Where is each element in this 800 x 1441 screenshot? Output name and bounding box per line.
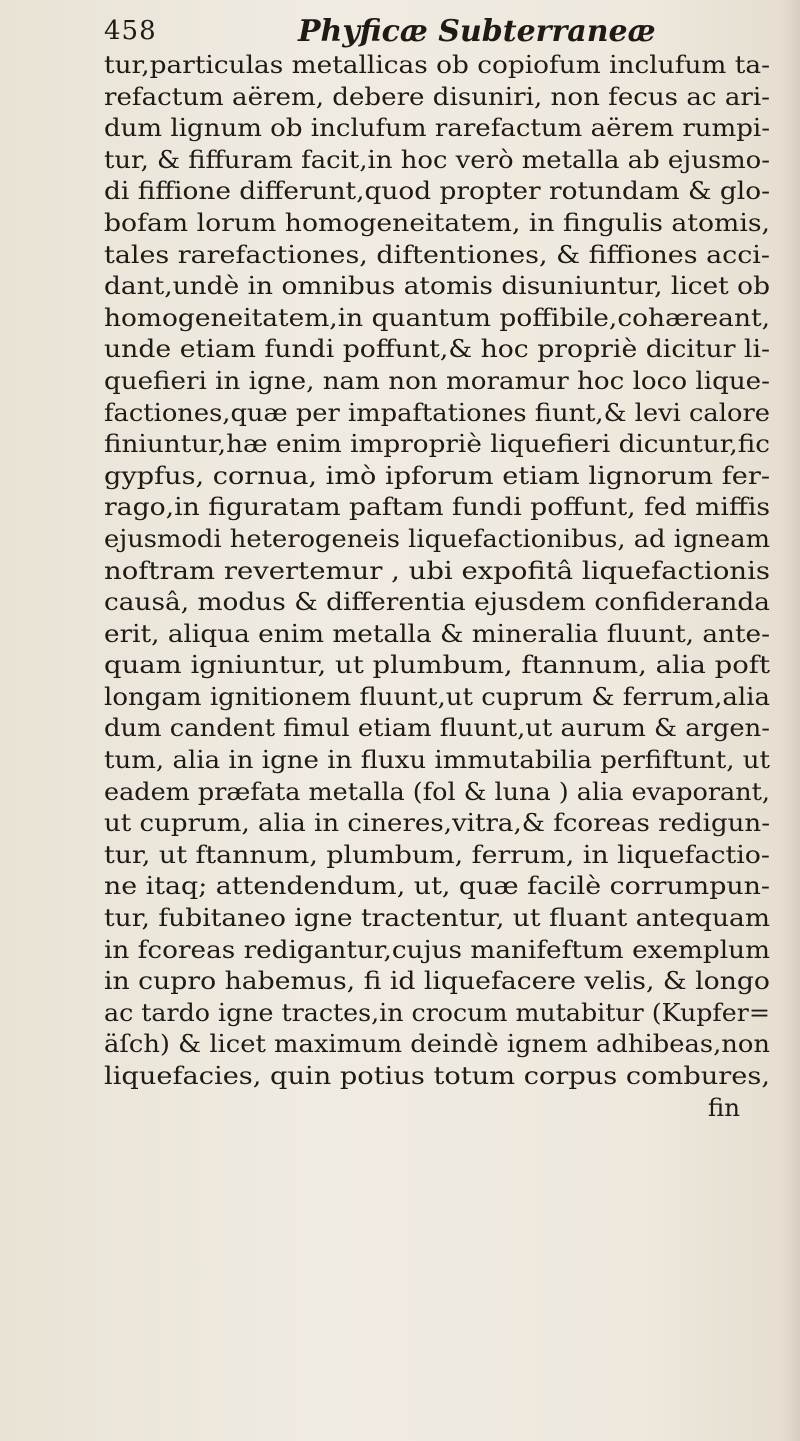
text-line: quam igniuntur, ut plumbum, ftannum, alia poft: [104, 650, 770, 680]
text-line: tales rarefactiones, diftentiones, & fiffiones acci-: [104, 239, 770, 269]
text-line: di fiffione differunt,quod propter rotundam & glo-: [104, 176, 770, 206]
text-line: unde etiam fundi poffunt,& hoc propriè dicitur li-: [104, 334, 770, 364]
text-line: tur, & fiffuram facit,in hoc verò metalla ab ejusmo-: [104, 144, 770, 174]
page-number: 458: [104, 16, 157, 46]
text-line: factiones,quæ per impaftationes fiunt,& levi calore: [104, 397, 770, 427]
text-line: äſch) & licet maximum deindè ignem adhibeas,non: [104, 1029, 770, 1059]
text-line: bofam lorum homogeneitatem, in fingulis atomis,: [104, 207, 770, 237]
text-line: tur,particulas metallicas ob copiofum inclufum ta-: [104, 50, 770, 79]
text-line: ut cuprum, alia in cineres,vitra,& fcoreas redigun-: [104, 808, 770, 838]
text-line: quefieri in igne, nam non moramur hoc loco lique-: [104, 365, 770, 395]
text-line: dum lignum ob inclufum rarefactum aërem rumpi-: [104, 113, 770, 143]
text-line: ne itaq; attendendum, ut, quæ facilè corrumpun-: [104, 871, 770, 901]
text-line: dum candent fimul etiam fluunt,ut aurum & argen-: [104, 713, 770, 743]
text-line: longam ignitionem fluunt,ut cuprum & ferrum,alia: [104, 681, 770, 711]
text-line: gypfus, cornua, imò ipforum etiam lignorum fer-: [104, 460, 770, 490]
page-header: [104, 12, 764, 52]
text-line: ejusmodi heterogeneis liquefactionibus, ad igneam: [104, 523, 770, 553]
text-line: noftram revertemur , ubi expofitâ liquefactionis: [104, 555, 770, 585]
text-line: finiuntur,hæ enim impropriè liquefieri dicuntur,fic: [104, 429, 770, 459]
text-line: tum, alia in igne in fluxu immutabilia perfiftunt, ut: [104, 745, 770, 775]
catchword: fin: [707, 1092, 740, 1122]
text-line: tur, ut ftannum, plumbum, ferrum, in liquefactio-: [104, 839, 770, 869]
text-line: rago,in figuratam paftam fundi poffunt, fed miffis: [104, 492, 770, 522]
text-line: refactum aërem, debere disuniri, non fecus ac ari-: [104, 81, 770, 111]
text-line: in fcoreas redigantur,cujus manifeftum exemplum: [104, 934, 771, 964]
text-line: in cupro habemus, fi id liquefacere velis, & longo: [104, 966, 770, 996]
text-line: eadem præfata metalla (fol & luna ) alia evaporant,: [104, 776, 770, 806]
text-line: erit, aliqua enim metalla & mineralia fluunt, ante-: [104, 618, 770, 648]
text-line: homogeneitatem,in quantum poffibile,cohæreant,: [104, 302, 770, 332]
text-line: liquefacies, quin potius totum corpus combures,: [104, 1061, 770, 1090]
text-line: ac tardo igne tractes,in crocum mutabitur (Kupfer=: [104, 997, 770, 1027]
text-line: tur, fubitaneo igne tractentur, ut fluant antequam: [104, 903, 770, 933]
text-line: dant,undè in omnibus atomis disuniuntur, licet ob: [104, 271, 770, 301]
text-line: causâ, modus & differentia ejusdem confideranda: [104, 587, 770, 617]
body-text: [104, 49, 794, 1123]
running-head: Phyficæ Subterraneæ: [298, 14, 656, 49]
